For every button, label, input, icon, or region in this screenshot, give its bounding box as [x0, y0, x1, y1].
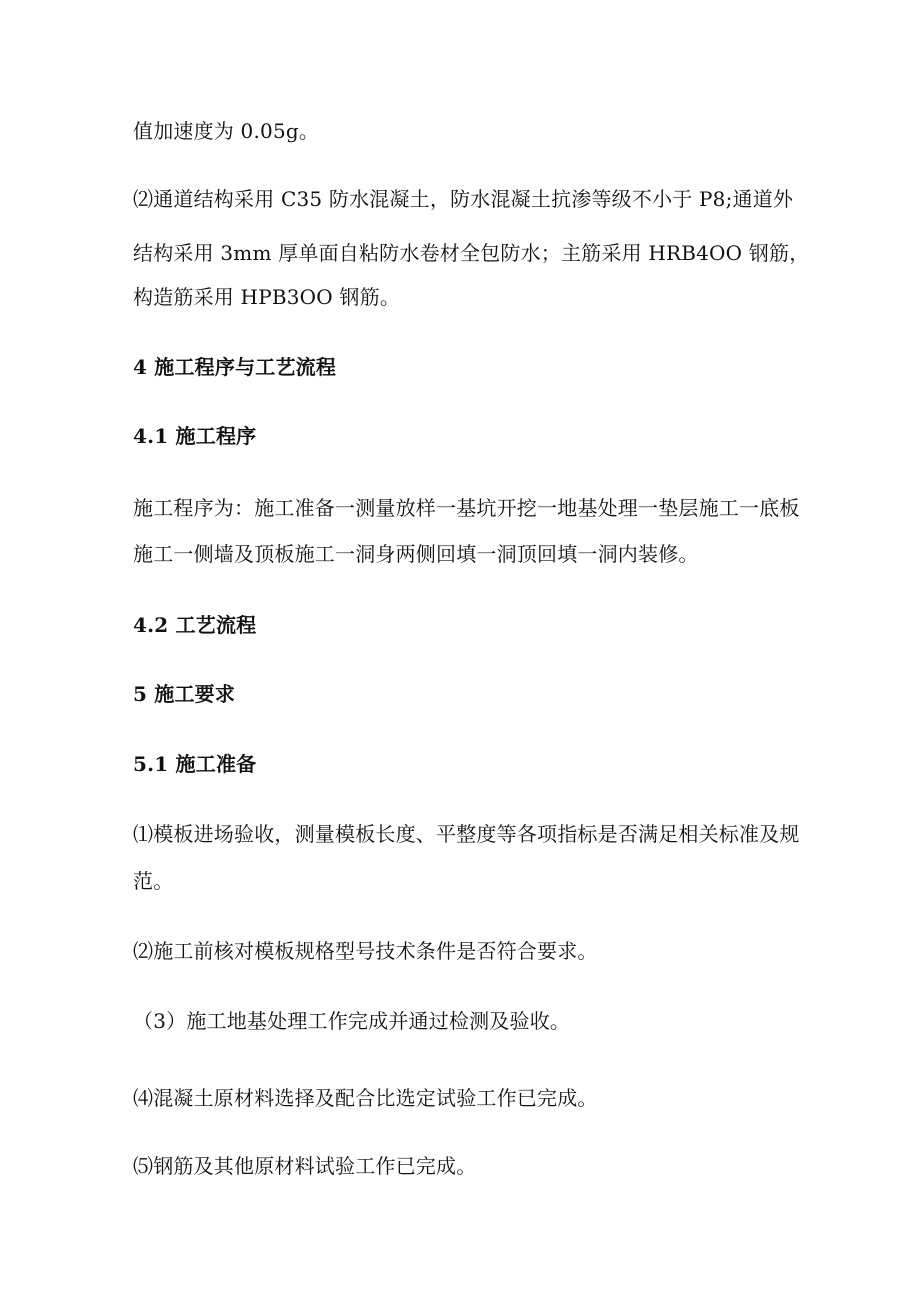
paragraph-line: 施工一侧墙及顶板施工一洞身两侧回填一洞顶回填一洞内装修。	[133, 542, 699, 566]
paragraph-line: 施工程序为：施工准备一测量放样一基坑开挖一地基处理一垫层施工一底板	[133, 496, 800, 520]
paragraph-line: 值加速度为 0.05g。	[133, 119, 320, 143]
paragraph-line: 结构采用 3mm 厚单面自粘防水卷材全包防水；主筋采用 HRB4OO 钢筋，	[133, 241, 810, 265]
paragraph-line: 构造筋采用 HPB3OO 钢筋。	[133, 285, 401, 309]
section-heading: 5 施工要求	[133, 682, 236, 706]
paragraph-line: ⑵通道结构采用 C35 防水混凝土，防水混凝土抗渗等级不小于 P8;通道外	[133, 187, 794, 211]
paragraph-line: 范。	[133, 869, 174, 893]
subsection-heading: 5.1 施工准备	[133, 752, 257, 776]
subsection-heading: 4.2 工艺流程	[133, 613, 257, 637]
paragraph-line: ⑷混凝土原材料选择及配合比选定试验工作已完成。	[133, 1086, 598, 1110]
paragraph-line: ⑸钢筋及其他原材料试验工作已完成。	[133, 1154, 477, 1178]
paragraph-line: ⑵施工前核对模板规格型号技术条件是否符合要求。	[133, 939, 598, 963]
subsection-heading: 4.1 施工程序	[133, 424, 257, 448]
paragraph-line: （3）施工地基处理工作完成并通过检测及验收。	[133, 1009, 571, 1033]
section-heading: 4 施工程序与工艺流程	[133, 355, 337, 379]
paragraph-line: ⑴模板进场验收，测量模板长度、平整度等各项指标是否满足相关标准及规	[133, 822, 800, 846]
